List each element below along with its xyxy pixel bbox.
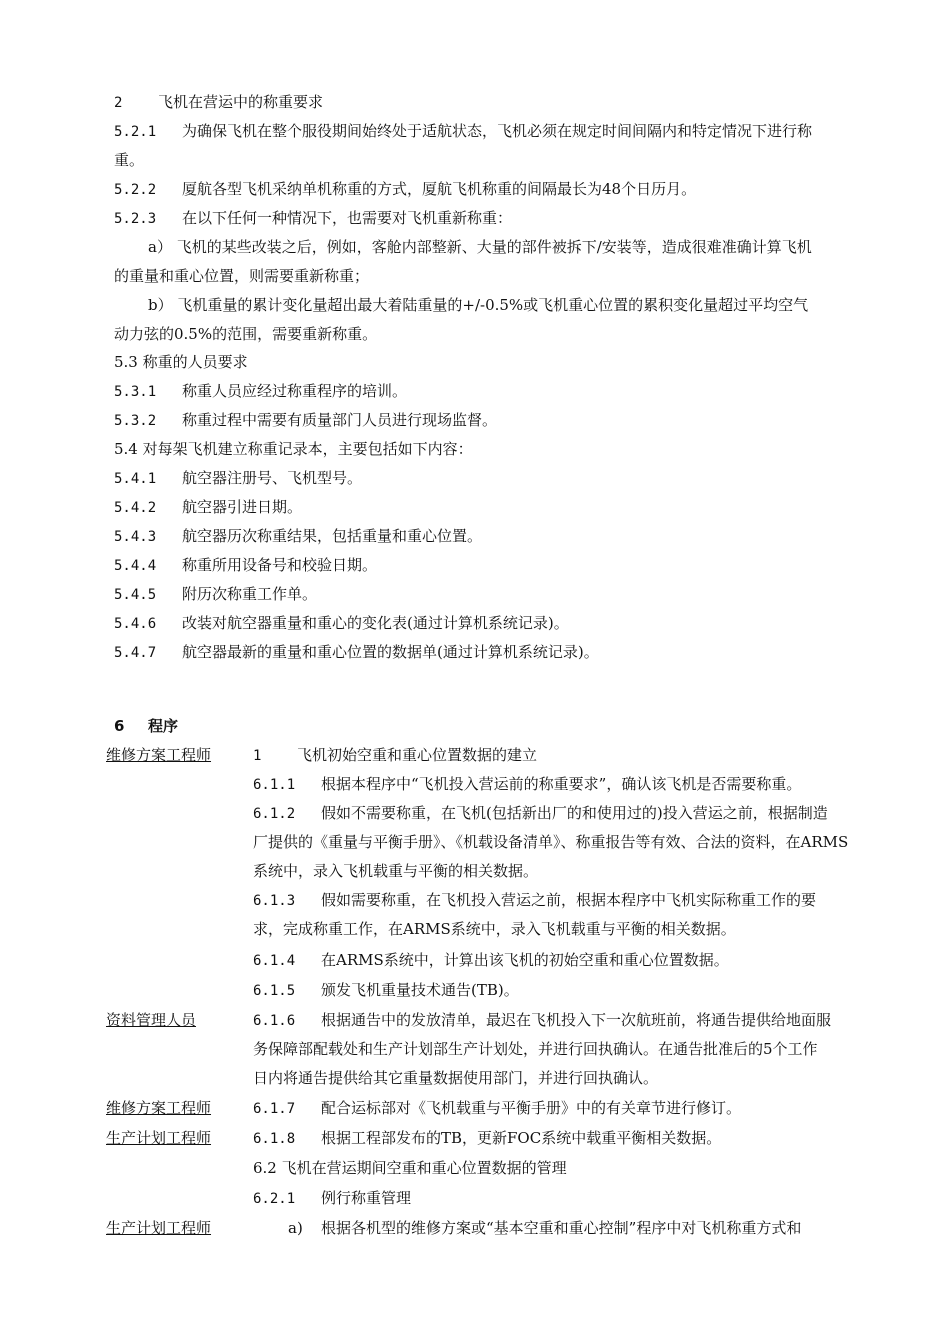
paragraph-6-1-7 [253, 1098, 741, 1119]
paragraph-5-2-3 [114, 208, 512, 229]
paragraph-text: 根据工程部发布的TB，更新FOC系统中载重平衡相关数据。 [321, 1129, 722, 1147]
paragraph-5-2-2 [114, 179, 696, 200]
item-a-6-2-1 [288, 1218, 801, 1238]
list-item-text: 航空器最新的重量和重心位置的数据单(通过计算机系统记录)。 [182, 643, 599, 661]
paragraph-5-2-1-cont: 重。 [114, 151, 145, 169]
paragraph-text: 假如不需要称重，在飞机(包括新出厂的和使用过的)投入营运之前，根据制造 [321, 804, 828, 822]
paragraph-number: 5.3.1 [114, 384, 157, 400]
list-item-text: 附历次称重工作单。 [182, 585, 318, 603]
item-text: 根据各机型的维修方案或“基本空重和重心控制”程序中对飞机称重方式和 [321, 1219, 802, 1237]
list-item-number: 5.4.6 [114, 616, 157, 632]
paragraph-text: 在ARMS系统中，计算出该飞机的初始空重和重心位置数据。 [321, 951, 729, 969]
paragraph-6-1-3 [253, 890, 816, 911]
paragraph-6-1-6-cont: 日内将通告提供给其它重量数据使用部门，并进行回执确认。 [253, 1069, 659, 1087]
paragraph-6-1-2 [253, 803, 828, 824]
paragraph-6-1-5 [253, 980, 519, 1001]
list-item-text: 改装对航空器重量和重心的变化表(通过计算机系统记录)。 [182, 614, 569, 632]
role-label: 维修方案工程师 [106, 746, 212, 764]
item-a-line1: a） 飞机的某些改装之后，例如，客舱内部整新、大量的部件被拆下/安装等，造成很难准确计算飞机 [148, 238, 812, 256]
list-item-number: 5.4.2 [114, 500, 157, 516]
list-item [114, 613, 569, 634]
paragraph-5-2-1 [114, 121, 812, 142]
paragraph-6-1-3-cont: 求，完成称重工作，在ARMS系统中，录入飞机载重与平衡的相关数据。 [253, 920, 736, 938]
list-item-number: 5.4.4 [114, 558, 157, 574]
role-label: 资料管理人员 [106, 1011, 197, 1029]
paragraph-number: 6.1.3 [253, 893, 296, 909]
paragraph-number: 5.3.2 [114, 413, 157, 429]
paragraph-text: 称重人员应经过称重程序的培训。 [182, 382, 408, 400]
list-item-text: 航空器注册号、飞机型号。 [182, 469, 363, 487]
paragraph-text: 厦航各型飞机采纳单机称重的方式，厦航飞机称重的间隔最长为48个日历月。 [182, 180, 697, 198]
section-5-3-heading: 5.3 称重的人员要求 [114, 353, 248, 371]
section-number: 2 [114, 95, 123, 111]
paragraph-text: 根据本程序中“飞机投入营运前的称重要求”，确认该飞机是否需要称重。 [321, 775, 802, 793]
section-5-2-heading [114, 92, 323, 113]
list-item [114, 468, 362, 489]
list-item [114, 642, 599, 663]
paragraph-6-1-6 [253, 1010, 831, 1031]
paragraph-text: 在以下任何一种情况下，也需要对飞机重新称重： [182, 209, 513, 227]
list-item-number: 5.4.1 [114, 471, 157, 487]
list-item [114, 497, 302, 518]
list-item-text: 称重所用设备号和校验日期。 [182, 556, 378, 574]
list-item [114, 526, 482, 547]
paragraph-number: 5.2.1 [114, 124, 157, 140]
section-6-heading [114, 716, 178, 736]
list-item [114, 584, 317, 605]
paragraph-number: 6.2.1 [253, 1191, 296, 1207]
paragraph-6-1-8 [253, 1128, 721, 1149]
section-title: 程序 [148, 717, 179, 735]
paragraph-number: 6.1.5 [253, 983, 296, 999]
paragraph-number: 6.1.1 [253, 777, 296, 793]
paragraph-6-1-1 [253, 774, 801, 795]
paragraph-number: 6.1.8 [253, 1131, 296, 1147]
list-item-number: 5.4.5 [114, 587, 157, 603]
list-item-number: 5.4.7 [114, 645, 157, 661]
item-b-line2: 动力弦的0.5%的范围，需要重新称重。 [114, 325, 378, 343]
paragraph-number: 6.1.4 [253, 953, 296, 969]
paragraph-number: 5.2.3 [114, 211, 157, 227]
paragraph-text: 根据通告中的发放清单，最迟在飞机投入下一次航班前，将通告提供给地面服 [321, 1011, 832, 1029]
section-5-4-heading: 5.4 对每架飞机建立称重记录本，主要包括如下内容： [114, 440, 473, 458]
item-b-line1: b） 飞机重量的累计变化量超出最大着陆重量的+/-0.5%或飞机重心位置的累积变化量超过平均空气 [148, 296, 809, 314]
paragraph-text: 假如需要称重，在飞机投入营运之前，根据本程序中飞机实际称重工作的要 [321, 891, 817, 909]
paragraph-6-1-2-cont: 系统中，录入飞机载重与平衡的相关数据。 [253, 862, 539, 880]
list-item-number: 5.4.3 [114, 529, 157, 545]
paragraph-text: 例行称重管理 [321, 1189, 412, 1207]
paragraph-6-1-6-cont: 务保障部配载处和生产计划部生产计划处，并进行回执确认。在通告批准后的5个工作 [253, 1040, 818, 1058]
paragraph-6-2-1 [253, 1188, 411, 1209]
paragraph-number: 6.1.7 [253, 1101, 296, 1117]
paragraph-text: 称重过程中需要有质量部门人员进行现场监督。 [182, 411, 498, 429]
paragraph-text: 配合运标部对《飞机载重与平衡手册》中的有关章节进行修订。 [321, 1099, 742, 1117]
list-item-text: 航空器历次称重结果，包括重量和重心位置。 [182, 527, 483, 545]
paragraph-number: 6.1.6 [253, 1013, 296, 1029]
role-label: 维修方案工程师 [106, 1099, 212, 1117]
paragraph-number: 6.1.2 [253, 806, 296, 822]
paragraph-text: 颁发飞机重量技术通告(TB)。 [321, 981, 519, 999]
section-title: 飞机在营运中的称重要求 [158, 93, 324, 111]
item-label: a) [288, 1219, 303, 1237]
role-label: 生产计划工程师 [106, 1129, 212, 1147]
section-number: 1 [253, 748, 262, 764]
role-label: 生产计划工程师 [106, 1219, 212, 1237]
item-a-line2: 的重量和重心位置，则需要重新称重； [114, 267, 370, 285]
section-number: 6 [114, 717, 125, 735]
paragraph-6-1-4 [253, 950, 729, 971]
paragraph-5-3-2 [114, 410, 497, 431]
paragraph-text: 为确保飞机在整个服役期间始终处于适航状态，飞机必须在规定时间间隔内和特定情况下进行称 [182, 122, 813, 140]
section-6-1-heading [253, 745, 537, 766]
list-item-text: 航空器引进日期。 [182, 498, 303, 516]
paragraph-number: 5.2.2 [114, 182, 157, 198]
paragraph-5-3-1 [114, 381, 407, 402]
section-6-2-heading: 6.2 飞机在营运期间空重和重心位置数据的管理 [253, 1159, 567, 1177]
section-title: 飞机初始空重和重心位置数据的建立 [297, 746, 538, 764]
list-item [114, 555, 377, 576]
paragraph-6-1-2-cont: 厂提供的《重量与平衡手册》、《机载设备清单》、称重报告等有效、合法的资料，在ARMS [253, 833, 849, 851]
